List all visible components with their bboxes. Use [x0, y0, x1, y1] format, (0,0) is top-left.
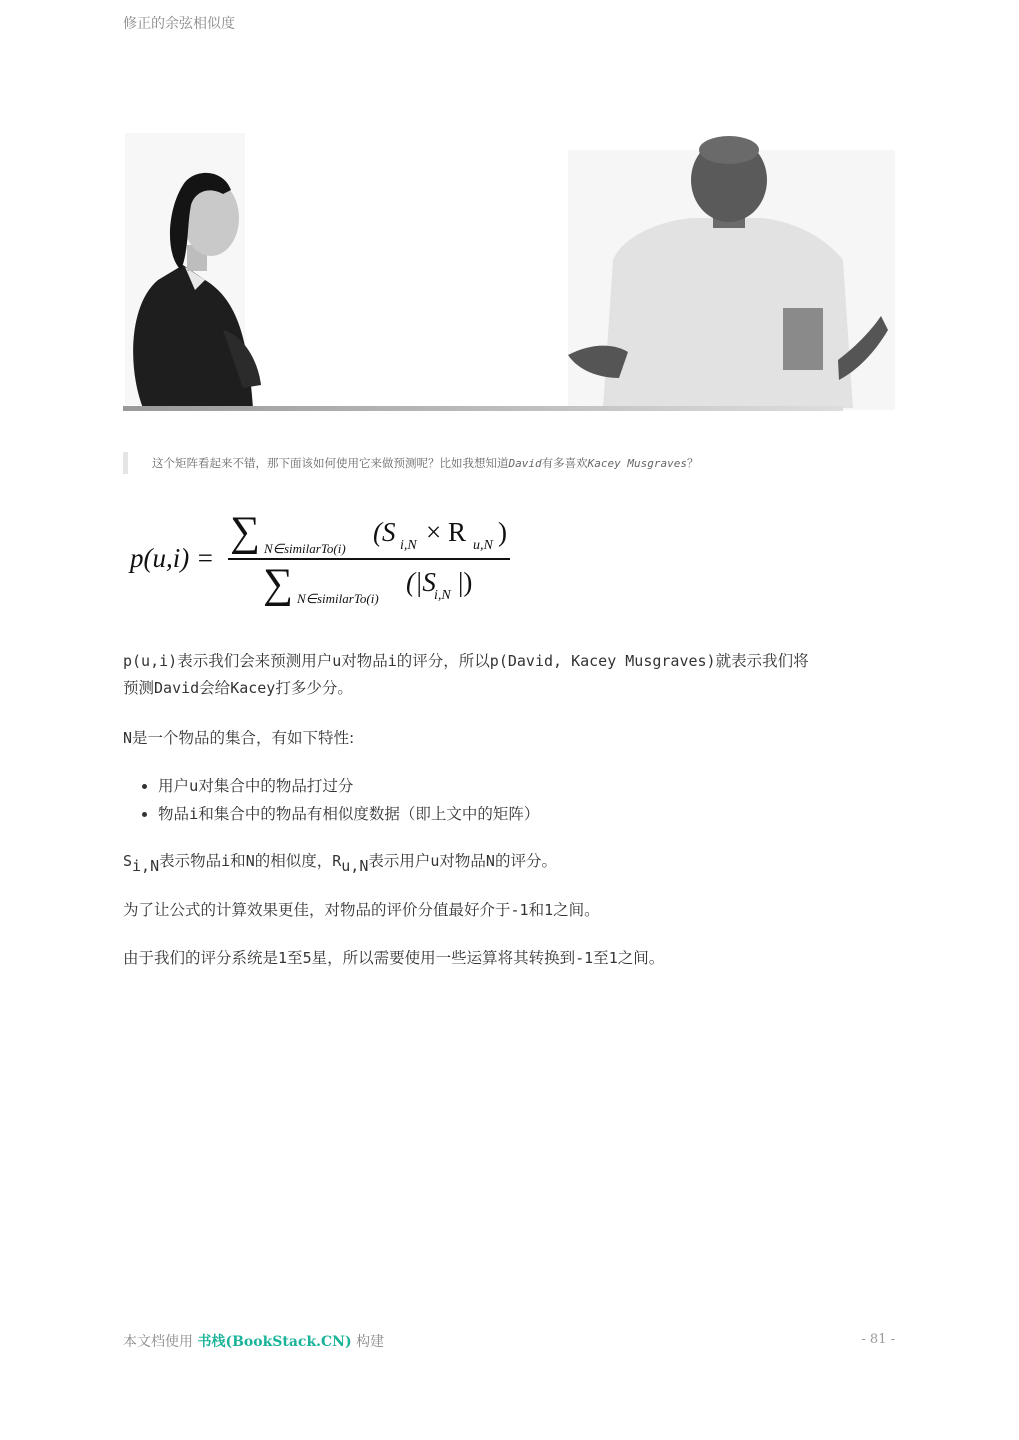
denominator-s-subscript: i,N	[434, 588, 451, 603]
paragraph-prediction-explanation	[123, 648, 895, 702]
text: 和	[528, 901, 545, 919]
numerator-sum-subscript: N∈similarTo(i)	[264, 541, 346, 556]
numerator-expr: (S	[373, 517, 396, 547]
code-i: i	[221, 852, 231, 870]
prediction-formula	[123, 505, 523, 615]
text: 会给	[199, 679, 231, 697]
quote-name-kacey: Kacey Musgraves	[587, 457, 687, 470]
text: 之间。	[617, 949, 665, 967]
text: 用户	[158, 777, 190, 795]
denominator-sum-subscript: N∈similarTo(i)	[297, 591, 379, 606]
numerator-times: × R	[426, 517, 466, 547]
code-n: N	[245, 852, 255, 870]
text: 的评分。	[494, 852, 557, 870]
illustration-two-people	[123, 130, 895, 415]
code-five: 5	[302, 949, 312, 967]
quote-prefix: 这个矩阵看起来不错，那下面该如何使用它来做预测呢？比如我想知道	[152, 456, 509, 470]
fraction-bar	[228, 558, 510, 560]
text: 对物品	[341, 652, 388, 670]
quote-suffix: ？	[686, 456, 699, 470]
code-minus-one: -1	[575, 949, 594, 967]
text: 和	[230, 852, 246, 870]
quote-middle: 有多喜欢	[541, 456, 588, 470]
code-one: 1	[608, 949, 618, 967]
paragraph-conversion	[123, 945, 895, 972]
list-item	[158, 800, 539, 828]
code-u: u	[430, 852, 440, 870]
denominator-close: |)	[458, 567, 473, 597]
text: 至	[593, 949, 609, 967]
text: 预测	[123, 679, 155, 697]
footer-prefix: 本文档使用	[123, 1334, 193, 1350]
text: 和集合中的物品有相似度数据（即上文中的矩阵）	[198, 805, 540, 823]
text: 打多少分。	[275, 679, 353, 697]
text: 的评分，所以	[396, 652, 490, 670]
code-n: N	[123, 729, 133, 747]
numerator-close: )	[498, 517, 507, 547]
blockquote	[123, 452, 895, 474]
man-figure	[568, 136, 895, 410]
denominator-expr: (|S	[406, 567, 436, 597]
code-i: i	[189, 805, 199, 823]
bookstack-link[interactable]: 书栈(BookStack.CN)	[197, 1334, 352, 1350]
code-one: 1	[544, 901, 554, 919]
footer-suffix: 构建	[356, 1334, 385, 1350]
list-item	[158, 772, 539, 800]
code-i: i	[387, 652, 397, 670]
text: 至	[287, 949, 303, 967]
subscript-u-n: u,N	[341, 857, 369, 875]
text: 之间。	[553, 901, 600, 919]
footer-credit	[123, 1331, 384, 1351]
code-s: S	[123, 852, 133, 870]
text: 就表示我们将	[715, 652, 809, 670]
text: 是一个物品的集合，有如下特性:	[132, 729, 355, 747]
paragraph-range	[123, 897, 895, 924]
formula-lhs: p(u,i) =	[130, 543, 215, 573]
code-david: David	[154, 679, 200, 697]
numerator-sum-symbol: ∑	[230, 509, 260, 555]
text: 表示我们会来预测用户	[177, 652, 333, 670]
code-p-david-kacey: p(David, Kacey Musgraves)	[489, 652, 716, 670]
paragraph-symbols	[123, 848, 895, 875]
numerator-s-subscript: i,N	[400, 538, 417, 553]
text: 星，所以需要使用一些运算将其转换到	[311, 949, 576, 967]
denominator-sum-symbol: ∑	[263, 561, 293, 607]
code-u: u	[189, 777, 199, 795]
text: 对集合中的物品打过分	[198, 777, 354, 795]
code-r: R	[332, 852, 342, 870]
code-one: 1	[278, 949, 288, 967]
subscript-i-n: i,N	[132, 857, 160, 875]
text: 表示用户	[368, 852, 431, 870]
numerator-r-subscript: u,N	[473, 538, 493, 553]
code-p-u-i: p(u,i)	[123, 652, 178, 670]
text: 对物品	[439, 852, 486, 870]
text: 由于我们的评分系统是	[123, 949, 279, 967]
page-number: - 81 -	[861, 1332, 895, 1347]
code-u: u	[332, 652, 342, 670]
code-n: N	[485, 852, 495, 870]
text: 表示物品	[159, 852, 222, 870]
paragraph-set-n	[123, 725, 895, 752]
text: 为了让公式的计算效果更佳，对物品的评价分值最好介于	[123, 901, 511, 919]
page-header-title: 修正的余弦相似度	[123, 16, 235, 32]
code-kacey: Kacey	[230, 679, 276, 697]
code-minus-one: -1	[510, 901, 529, 919]
quote-name-david: David	[508, 457, 542, 470]
properties-list	[123, 772, 539, 828]
text: 的相似度，	[254, 852, 333, 870]
woman-figure	[125, 133, 261, 408]
text: 物品	[158, 805, 190, 823]
